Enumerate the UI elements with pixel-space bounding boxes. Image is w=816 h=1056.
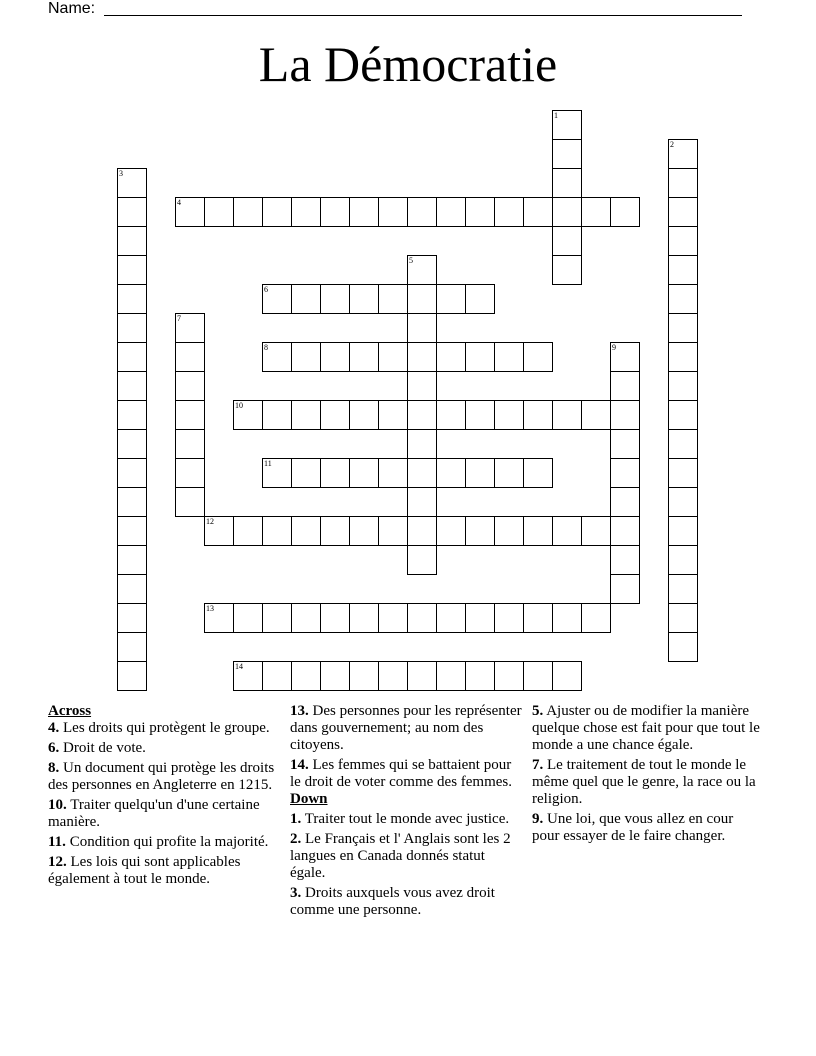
grid-cell[interactable] xyxy=(407,371,437,401)
grid-cell[interactable] xyxy=(378,342,408,372)
grid-cell[interactable] xyxy=(407,429,437,459)
grid-cell[interactable] xyxy=(465,458,495,488)
cell-number: 12 xyxy=(206,517,214,526)
grid-cell[interactable] xyxy=(175,429,205,459)
grid-cell[interactable] xyxy=(465,516,495,546)
grid-cell[interactable] xyxy=(668,545,698,575)
grid-cell[interactable] xyxy=(552,197,582,227)
grid-cell[interactable] xyxy=(117,313,147,343)
grid-cell[interactable] xyxy=(465,400,495,430)
grid-cell[interactable] xyxy=(610,487,640,517)
grid-cell[interactable] xyxy=(117,168,147,198)
grid-cell[interactable] xyxy=(233,516,263,546)
grid-cell[interactable] xyxy=(436,400,466,430)
grid-cell[interactable] xyxy=(117,632,147,662)
grid-cell[interactable] xyxy=(233,661,263,691)
clues-column-2 xyxy=(290,703,522,922)
grid-cell[interactable] xyxy=(117,458,147,488)
grid-cell[interactable] xyxy=(581,197,611,227)
grid-cell[interactable] xyxy=(291,661,321,691)
grid-cell[interactable] xyxy=(668,226,698,256)
grid-cell[interactable] xyxy=(668,603,698,633)
grid-cell[interactable] xyxy=(407,603,437,633)
grid-cell[interactable] xyxy=(349,603,379,633)
cell-number: 11 xyxy=(264,459,272,468)
grid-cell[interactable] xyxy=(262,661,292,691)
grid-cell[interactable] xyxy=(523,516,553,546)
grid-cell[interactable] xyxy=(581,516,611,546)
grid-cell[interactable] xyxy=(117,400,147,430)
grid-cell[interactable] xyxy=(610,458,640,488)
grid-cell[interactable] xyxy=(581,400,611,430)
grid-cell[interactable] xyxy=(175,400,205,430)
grid-cell[interactable] xyxy=(204,516,234,546)
grid-cell[interactable] xyxy=(465,284,495,314)
clue-down-3: 3. Droits auxquels vous avez droit comme une personne. xyxy=(290,885,495,918)
grid-cell[interactable] xyxy=(320,342,350,372)
grid-cell[interactable] xyxy=(175,458,205,488)
grid-cell[interactable] xyxy=(668,400,698,430)
grid-cell[interactable] xyxy=(436,197,466,227)
grid-cell[interactable] xyxy=(523,342,553,372)
grid-cell[interactable] xyxy=(204,197,234,227)
grid-cell[interactable] xyxy=(494,400,524,430)
cell-number: 13 xyxy=(206,604,214,613)
grid-cell[interactable] xyxy=(407,487,437,517)
grid-cell[interactable] xyxy=(668,371,698,401)
grid-cell[interactable] xyxy=(117,516,147,546)
grid-cell[interactable] xyxy=(117,603,147,633)
clue-down-9: 9. Une loi, que vous allez en cour pour essayer de le faire changer. xyxy=(532,811,734,844)
grid-cell[interactable] xyxy=(262,342,292,372)
clues-column-1 xyxy=(48,703,280,891)
clue-down-7: 7. Le traitement de tout le monde le même quel que le genre, la race ou la religion. xyxy=(532,757,756,807)
cell-number: 4 xyxy=(177,198,181,207)
grid-cell[interactable] xyxy=(494,661,524,691)
grid-cell[interactable] xyxy=(117,284,147,314)
grid-cell[interactable] xyxy=(610,545,640,575)
grid-cell[interactable] xyxy=(668,458,698,488)
grid-cell[interactable] xyxy=(407,342,437,372)
cell-number: 10 xyxy=(235,401,243,410)
grid-cell[interactable] xyxy=(349,400,379,430)
grid-cell[interactable] xyxy=(436,603,466,633)
grid-cell[interactable] xyxy=(407,545,437,575)
grid-cell[interactable] xyxy=(610,197,640,227)
grid-cell[interactable] xyxy=(117,255,147,285)
clue-across-6: 6. Droit de vote. xyxy=(48,740,146,756)
grid-cell[interactable] xyxy=(610,574,640,604)
grid-cell[interactable] xyxy=(262,284,292,314)
clue-across-8: 8. Un document qui protège les droits des personnes en Angleterre en 1215. xyxy=(48,760,275,793)
grid-cell[interactable] xyxy=(523,603,553,633)
clue-down-5: 5. Ajuster ou de modifier la manière quelque chose est fait pour que tout le monde a une chance égale. xyxy=(532,703,760,753)
grid-cell[interactable] xyxy=(291,458,321,488)
grid-cell[interactable] xyxy=(668,197,698,227)
grid-cell[interactable] xyxy=(668,342,698,372)
grid-cell[interactable] xyxy=(668,255,698,285)
cell-number: 2 xyxy=(670,140,674,149)
grid-cell[interactable] xyxy=(175,342,205,372)
grid-cell[interactable] xyxy=(291,342,321,372)
grid-cell[interactable] xyxy=(291,603,321,633)
grid-cell[interactable] xyxy=(436,342,466,372)
grid-cell[interactable] xyxy=(349,342,379,372)
cell-number: 6 xyxy=(264,285,268,294)
cell-number: 5 xyxy=(409,256,413,265)
cell-number: 3 xyxy=(119,169,123,178)
grid-cell[interactable] xyxy=(117,371,147,401)
grid-cell[interactable] xyxy=(233,197,263,227)
grid-cell[interactable] xyxy=(610,371,640,401)
grid-cell[interactable] xyxy=(117,574,147,604)
grid-cell[interactable] xyxy=(407,516,437,546)
grid-cell[interactable] xyxy=(262,603,292,633)
grid-cell[interactable] xyxy=(610,429,640,459)
grid-cell[interactable] xyxy=(552,661,582,691)
grid-cell[interactable] xyxy=(117,342,147,372)
grid-cell[interactable] xyxy=(349,458,379,488)
grid-cell[interactable] xyxy=(523,458,553,488)
grid-cell[interactable] xyxy=(668,284,698,314)
grid-cell[interactable] xyxy=(117,429,147,459)
clue-across-4: 4. Les droits qui protègent le groupe. xyxy=(48,720,270,736)
grid-cell[interactable] xyxy=(407,661,437,691)
grid-cell[interactable] xyxy=(407,255,437,285)
grid-cell[interactable] xyxy=(436,458,466,488)
clue-down-1: 1. Traiter tout le monde avec justice. xyxy=(290,811,510,827)
clue-down-2: 2. Le Français et l' Anglais sont les 2 langues en Canada donnés statut égale. xyxy=(290,831,511,881)
cell-number: 9 xyxy=(612,343,616,352)
name-label: Name: xyxy=(48,0,96,17)
grid-cell[interactable] xyxy=(494,516,524,546)
grid-cell[interactable] xyxy=(320,458,350,488)
grid-cell[interactable] xyxy=(668,516,698,546)
grid-cell[interactable] xyxy=(175,371,205,401)
grid-cell[interactable] xyxy=(407,284,437,314)
grid-cell[interactable] xyxy=(291,516,321,546)
grid-cell[interactable] xyxy=(349,516,379,546)
grid-cell[interactable] xyxy=(204,603,234,633)
grid-cell[interactable] xyxy=(117,487,147,517)
clue-across-11: 11. Condition qui profite la majorité. xyxy=(48,834,269,850)
grid-cell[interactable] xyxy=(233,603,263,633)
clue-across-13: 13. Des personnes pour les représenter dans gouvernement; au nom des citoyens. xyxy=(290,703,522,753)
grid-cell[interactable] xyxy=(291,284,321,314)
grid-cell[interactable] xyxy=(378,197,408,227)
grid-cell[interactable] xyxy=(407,313,437,343)
grid-cell[interactable] xyxy=(465,342,495,372)
grid-cell[interactable] xyxy=(523,400,553,430)
cell-number: 14 xyxy=(235,662,243,671)
grid-cell[interactable] xyxy=(552,603,582,633)
grid-cell[interactable] xyxy=(552,110,582,140)
grid-cell[interactable] xyxy=(175,487,205,517)
grid-cell[interactable] xyxy=(668,168,698,198)
clue-across-10: 10. Traiter quelqu'un d'une certaine manière. xyxy=(48,797,260,830)
grid-cell[interactable] xyxy=(494,342,524,372)
grid-cell[interactable] xyxy=(291,197,321,227)
grid-cell[interactable] xyxy=(407,458,437,488)
grid-cell[interactable] xyxy=(494,197,524,227)
grid-cell[interactable] xyxy=(552,255,582,285)
grid-cell[interactable] xyxy=(291,400,321,430)
grid-cell[interactable] xyxy=(581,603,611,633)
grid-cell[interactable] xyxy=(668,139,698,169)
page-title: La Démocratie xyxy=(258,36,558,92)
grid-cell[interactable] xyxy=(465,603,495,633)
grid-cell[interactable] xyxy=(378,458,408,488)
across-heading: Across xyxy=(48,703,92,719)
cell-number: 1 xyxy=(554,111,558,120)
grid-cell[interactable] xyxy=(378,284,408,314)
grid-cell[interactable] xyxy=(465,197,495,227)
grid-cell[interactable] xyxy=(523,661,553,691)
grid-cell[interactable] xyxy=(494,603,524,633)
grid-cell[interactable] xyxy=(175,313,205,343)
grid-cell[interactable] xyxy=(668,632,698,662)
clue-across-14: 14. Les femmes qui se battaient pour le droit de voter comme des femmes. xyxy=(290,757,513,790)
grid-cell[interactable] xyxy=(378,603,408,633)
grid-cell[interactable] xyxy=(465,661,495,691)
grid-cell[interactable] xyxy=(175,197,205,227)
grid-cell[interactable] xyxy=(552,168,582,198)
grid-cell[interactable] xyxy=(233,400,263,430)
grid-cell[interactable] xyxy=(262,516,292,546)
grid-cell[interactable] xyxy=(552,139,582,169)
grid-cell[interactable] xyxy=(378,400,408,430)
cell-number: 8 xyxy=(264,343,268,352)
grid-cell[interactable] xyxy=(320,400,350,430)
grid-cell[interactable] xyxy=(117,226,147,256)
grid-cell[interactable] xyxy=(378,661,408,691)
grid-cell[interactable] xyxy=(117,197,147,227)
grid-cell[interactable] xyxy=(610,342,640,372)
grid-cell[interactable] xyxy=(320,603,350,633)
grid-cell[interactable] xyxy=(668,487,698,517)
grid-cell[interactable] xyxy=(494,458,524,488)
grid-cell[interactable] xyxy=(610,516,640,546)
grid-cell[interactable] xyxy=(349,661,379,691)
grid-cell[interactable] xyxy=(378,516,408,546)
grid-cell[interactable] xyxy=(117,661,147,691)
grid-cell[interactable] xyxy=(668,429,698,459)
grid-cell[interactable] xyxy=(262,458,292,488)
grid-cell[interactable] xyxy=(668,313,698,343)
grid-cell[interactable] xyxy=(320,197,350,227)
grid-cell[interactable] xyxy=(320,661,350,691)
grid-cell[interactable] xyxy=(552,516,582,546)
grid-cell[interactable] xyxy=(262,197,292,227)
clues-column-3 xyxy=(532,703,764,848)
grid-cell[interactable] xyxy=(552,400,582,430)
grid-cell[interactable] xyxy=(117,545,147,575)
grid-cell[interactable] xyxy=(349,197,379,227)
grid-cell[interactable] xyxy=(349,284,379,314)
grid-cell[interactable] xyxy=(552,226,582,256)
clue-across-12: 12. Les lois qui sont applicables également à tout le monde. xyxy=(48,854,241,887)
grid-cell[interactable] xyxy=(610,400,640,430)
grid-cell[interactable] xyxy=(436,516,466,546)
grid-cell[interactable] xyxy=(320,516,350,546)
grid-cell[interactable] xyxy=(320,284,350,314)
grid-cell[interactable] xyxy=(407,400,437,430)
grid-cell[interactable] xyxy=(436,661,466,691)
grid-cell[interactable] xyxy=(436,284,466,314)
grid-cell[interactable] xyxy=(668,574,698,604)
grid-cell[interactable] xyxy=(407,197,437,227)
grid-cell[interactable] xyxy=(262,400,292,430)
cell-number: 7 xyxy=(177,314,181,323)
grid-cell[interactable] xyxy=(523,197,553,227)
down-heading: Down xyxy=(290,791,328,807)
